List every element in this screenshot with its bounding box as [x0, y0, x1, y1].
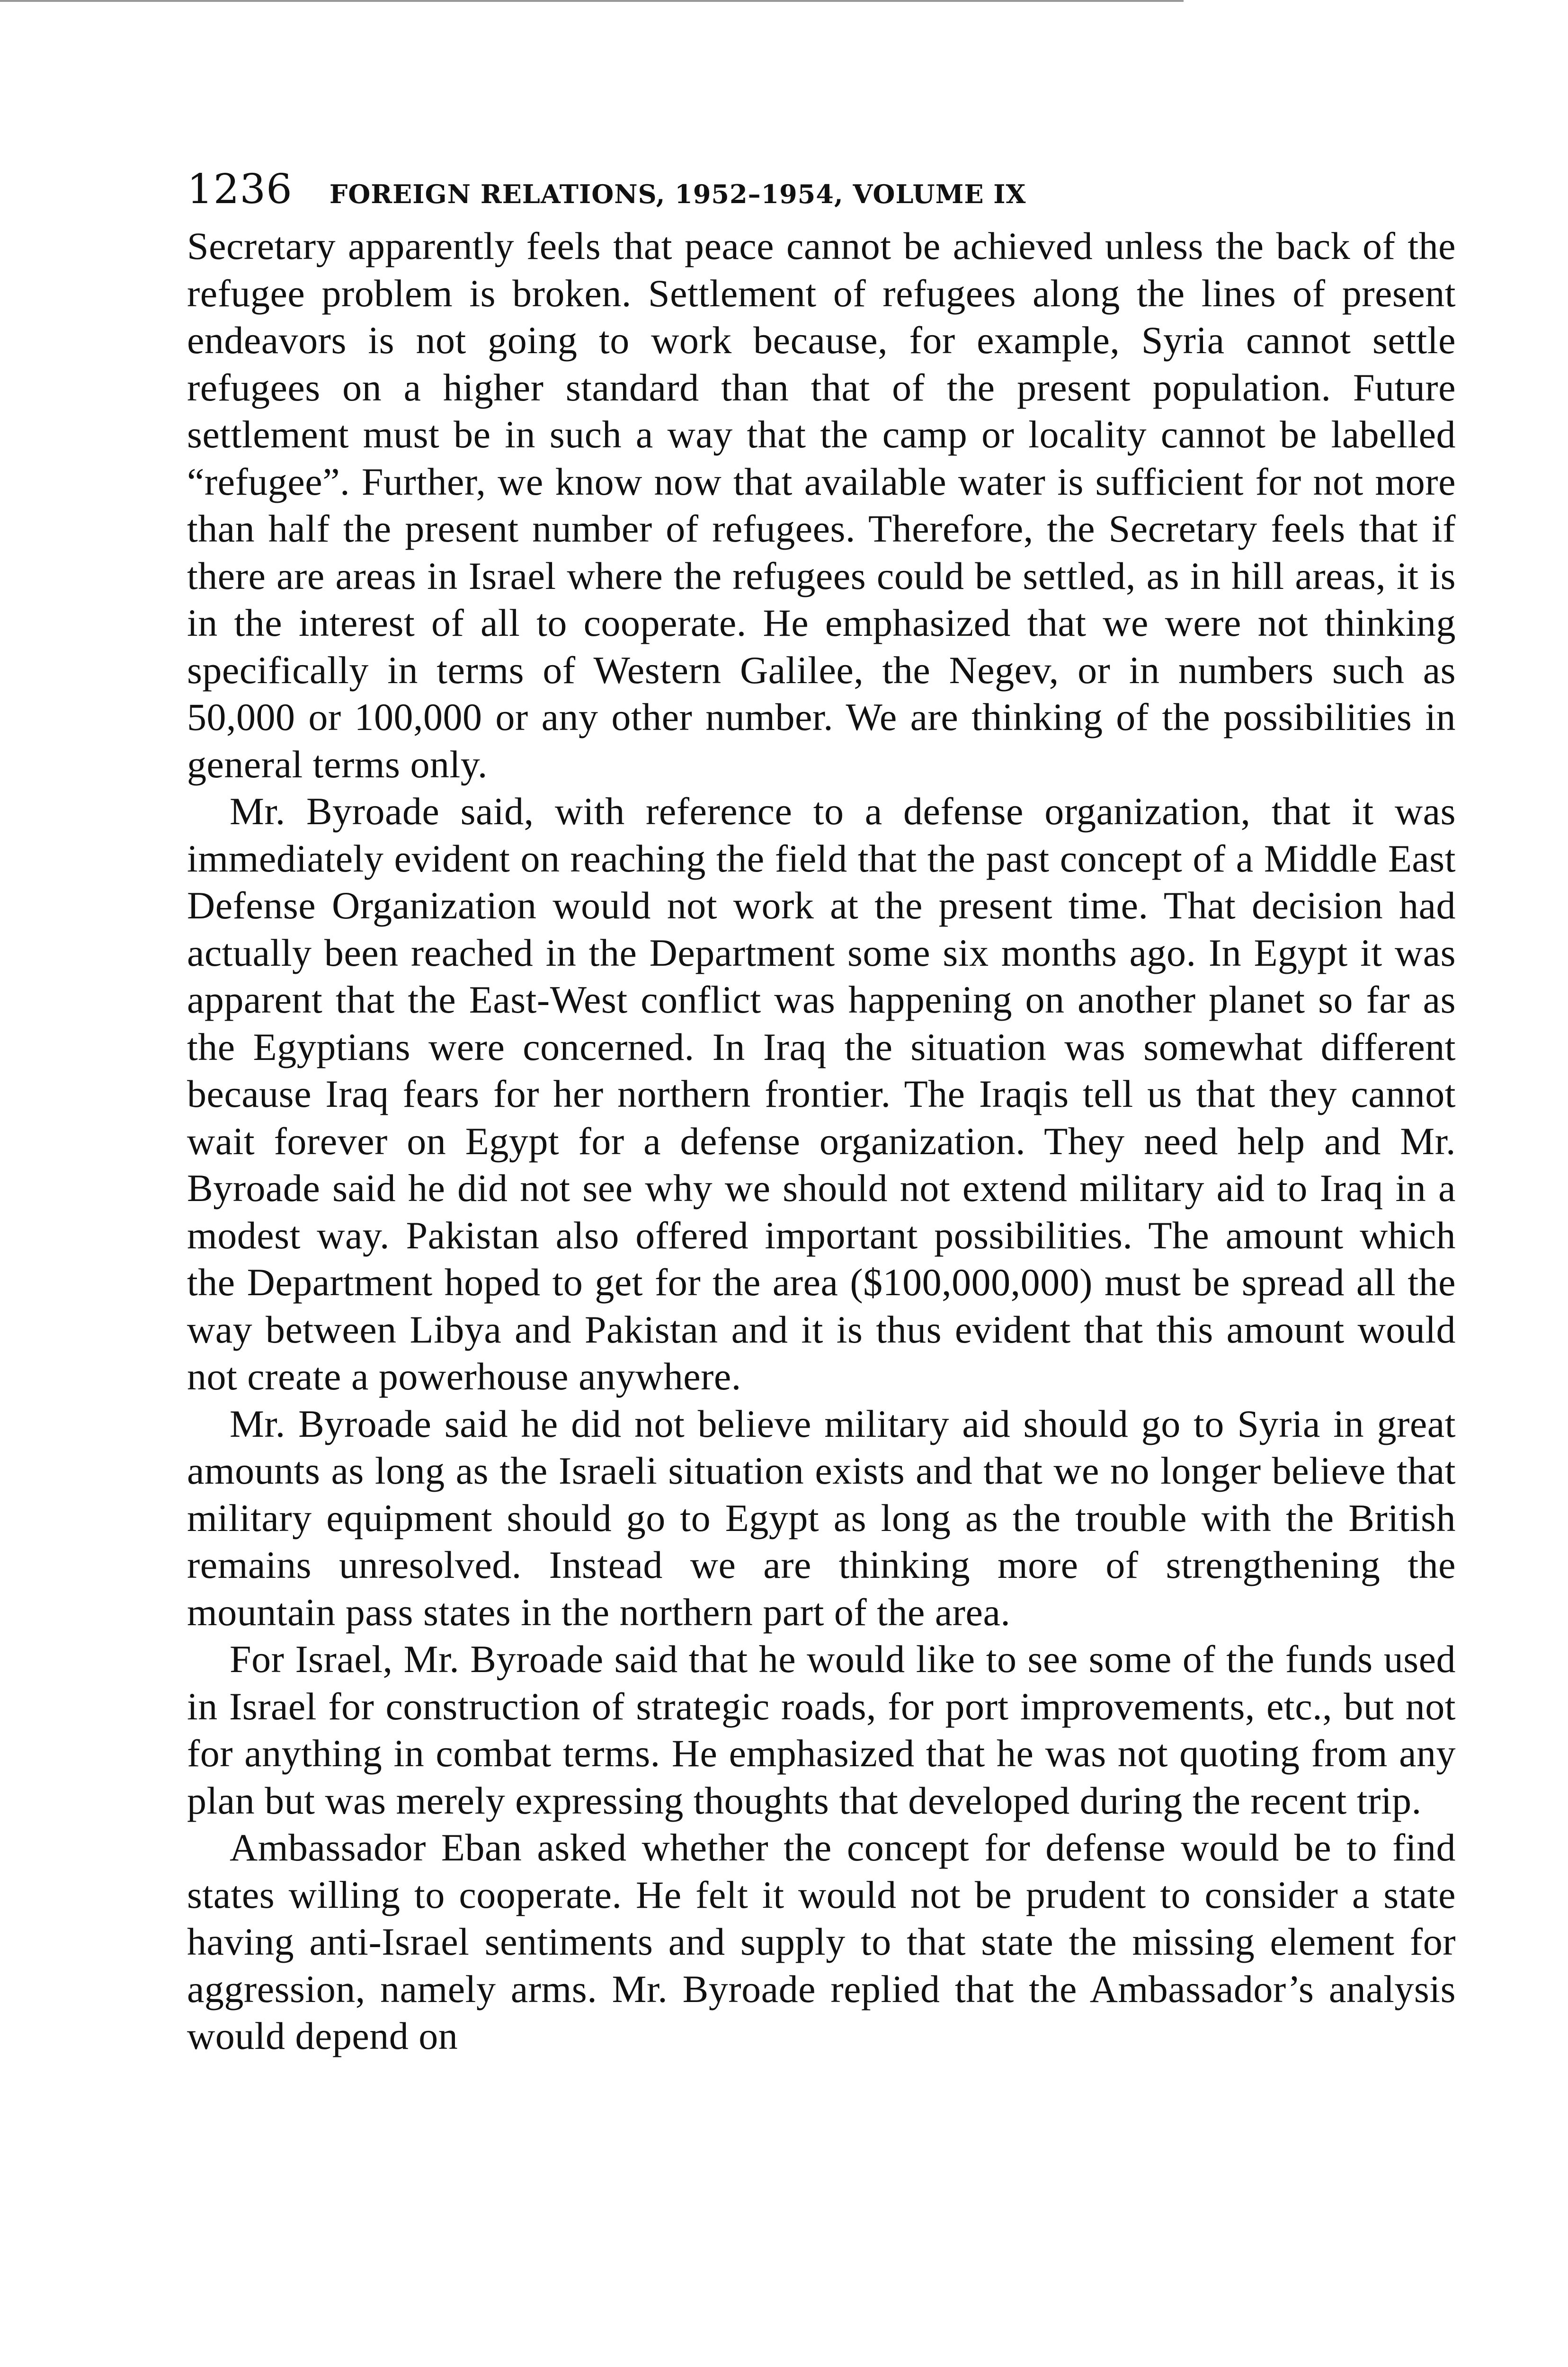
running-header — [187, 166, 1456, 222]
top-edge-rule — [0, 0, 1184, 2]
paragraph: For Israel, Mr. Byroade said that he would like to see some of the funds used in Israel for construction of strategic roads, for port improvements, etc., but not for anything in combat terms. He emphasized that he was not quoting from any plan but was merely expressing thoughts that developed during the recent trip. — [187, 1637, 1456, 1822]
page-number: 1236 — [187, 166, 293, 213]
volume-title: FOREIGN RELATIONS, 1952–1954, VOLUME IX — [329, 179, 1026, 209]
body-text — [187, 222, 1456, 2060]
paragraph: Mr. Byroade said he did not believe military aid should go to Syria in great amounts as long as the Israeli situation exists and that we no longer believe that military equipment should go to Egypt as long as the trouble with the British remains unresolved. Instead we are thinking more of strengthening the mountain pass states in the northern part of the area. — [187, 1402, 1456, 1634]
paragraph: Mr. Byroade said, with reference to a defense organization, that it was immediately evident on reaching the field that the past concept of a Middle East Defense Organization would not work at the present time. That decision had actually been reached in the Department some six months ago. In Egypt it was apparent that the East-West conflict was happening on another planet so far as the Egyptians were concerned. In Iraq the situation was somewhat different because Iraq fears for her northern frontier. The Iraqis tell us that they cannot wait forever on Egypt for a defense organization. They need help and Mr. Byroade said he did not see why we should not extend military aid to Iraq in a modest way. Pakistan also offered important possibilities. The amount which the Department hoped to get for the area ($100,000,000) must be spread all the way between Libya and Pakistan and it is thus evident that this amount would not create a powerhouse anywhere. — [187, 790, 1456, 1398]
paragraph-continued: Secretary apparently feels that peace cannot be achieved unless the back of the refugee problem is broken. Settlement of refugees along the lines of present endeavors is not going to work because, for example, Syria cannot settle refugees on a higher standard than that of the present population. Future settlement must be in such a way that the camp or locality cannot be labelled “refugee”. Further, we know now that available water is sufficient for not more than half the present number of refugees. Therefore, the Secretary feels that if there are areas in Israel where the refugees could be settled, as in hill areas, it is in the interest of all to cooperate. He emphasized that we were not thinking specifically in terms of Western Galilee, the Negev, or in numbers such as 50,000 or 100,000 or any other number. We are thinking of the possibilities in general terms only. — [187, 224, 1456, 786]
document-page — [187, 166, 1456, 2060]
paragraph: Ambassador Eban asked whether the concept for defense would be to find states willing to cooperate. He felt it would not be prudent to consider a state having anti-Israel sentiments and supply to that state the missing element for aggression, namely arms. Mr. Byroade replied that the Ambassador’s analysis would depend on — [187, 1826, 1456, 2057]
